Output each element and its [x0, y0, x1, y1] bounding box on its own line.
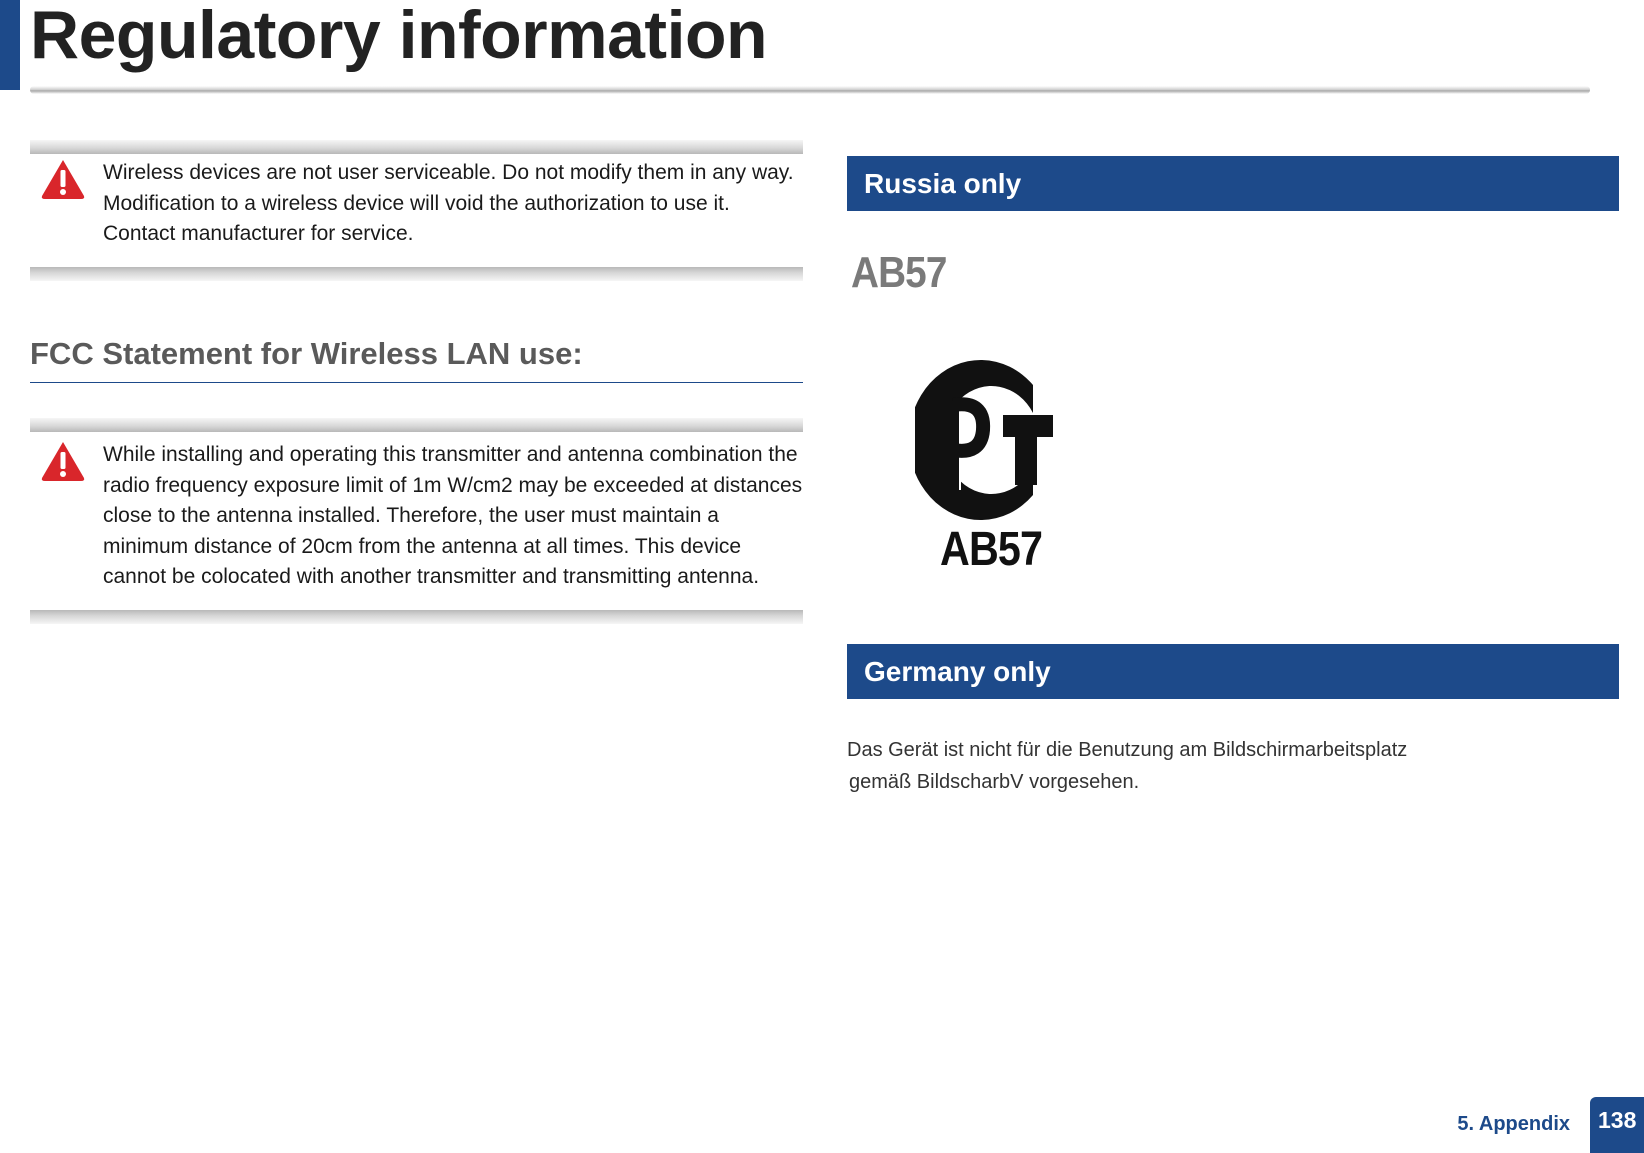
fcc-heading: FCC Statement for Wireless LAN use:: [30, 336, 583, 371]
warning-icon: [40, 440, 86, 482]
pct-certification-logo-icon: [915, 355, 1055, 520]
warning-box-top-rule: [30, 140, 803, 154]
warning-box-bottom-rule: [30, 267, 803, 281]
warning-icon: [40, 158, 86, 200]
germany-statement-line-2: gemäß BildscharbV vorgesehen.: [849, 771, 1140, 793]
warning-box-bottom-rule: [30, 610, 803, 624]
germany-statement-line-1: Das Gerät ist nicht für die Benutzung am Bildschirmarbeitsplatz: [847, 739, 1408, 761]
header-accent-bar: [0, 0, 20, 90]
germany-heading: Germany only: [847, 644, 1619, 699]
title-divider: [30, 86, 1590, 94]
page-number-badge: 138: [1590, 1097, 1644, 1153]
fcc-heading-rule: [30, 382, 803, 383]
russia-code-large: AB57: [940, 523, 1043, 576]
russia-code-small: AB57: [851, 248, 947, 297]
russia-heading: Russia only: [847, 156, 1619, 211]
warning-text-rf-exposure: While installing and operating this transmitter and antenna combination the radio frequency exposure limit of 1m W/cm2 may be exceeded at distances close to the antenna installed. Therefore, the user must maintain a minimum distance of 20cm from the antenna at all times. This device cannot be colocated with another transmitter and transmitting antenna.: [103, 443, 803, 588]
warning-text-wireless-service: Wireless devices are not user serviceable. Do not modify them in any way. Modification to a wireless device will void the authorization to use it. Contact manufacturer for service.: [103, 161, 794, 245]
page-title: Regulatory information: [30, 0, 768, 73]
germany-statement: [847, 734, 1567, 798]
footer-section-label: 5. Appendix: [1457, 1113, 1570, 1135]
warning-box-top-rule: [30, 418, 803, 432]
